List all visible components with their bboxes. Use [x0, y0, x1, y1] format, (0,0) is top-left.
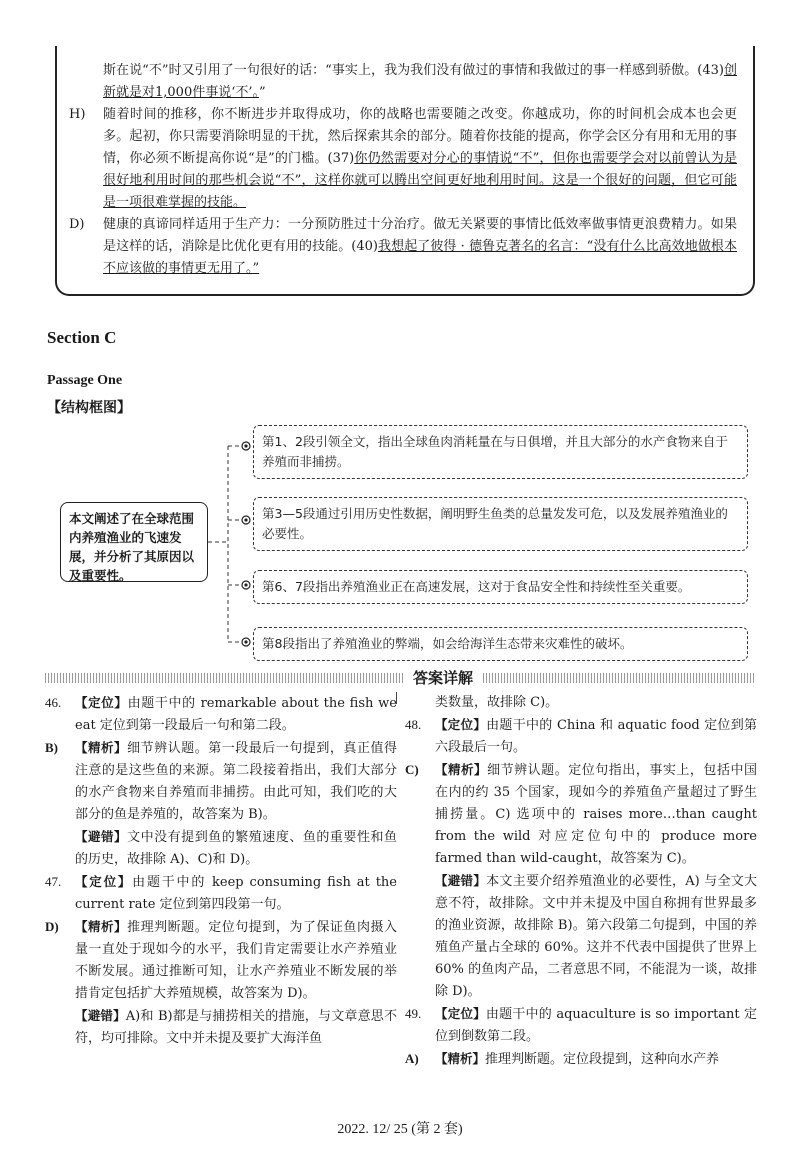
avoid-error-tag: 【避错】 [75, 829, 128, 844]
question-number: 49. [405, 1006, 422, 1021]
q46-analysis [45, 737, 397, 826]
analysis-tag: 【精析】 [435, 1051, 486, 1066]
question-number: 48. [405, 717, 422, 732]
underlined-answer-text: 创新就是对1,000件事说‘不’。 [103, 63, 737, 100]
analysis-tag: 【精析】 [75, 919, 128, 934]
q46-locate [45, 692, 397, 737]
answers-left-column [45, 692, 397, 1050]
underlined-answer-text: 我想起了彼得 · 德鲁克著名的名言：“没有什么比高效地做根本不应该做的事情更无用了。” [103, 239, 738, 276]
q46-avoid-error [45, 826, 397, 871]
answers-header: 答案详解 [405, 668, 481, 688]
structure-branch-2: 第3—5段通过引用历史性数据，阐明野生鱼类的总量发发可危，以及发展养殖渔业的必要性。 [253, 497, 748, 551]
q48-locate [405, 714, 757, 759]
analysis-text: 推理判断题。定位句提到，为了保证鱼肉摄入量一直处于现如今的水平，我们肯定需要让水产养殖业不断发展。通过推断可知，让水产养殖业不断发展的举措肯定包括扩大养殖规模，故答案为 D)。 [75, 920, 397, 1001]
paragraph-label: D) [69, 217, 85, 232]
structure-main-summary: 本文阐述了在全球范围内养殖渔业的飞速发展，并分析了其原因以及重要性。 [60, 502, 208, 582]
section-title: Section C [47, 328, 117, 347]
q47-continuation [405, 692, 757, 714]
locate-text: 由题干中的 remarkable about the fish we eat 定位到第一段最后一句和第二段。 [75, 696, 397, 733]
locate-text: 由题干中的 China 和 aquatic food 定位到第六段最后一句。 [435, 718, 757, 755]
avoid-error-text: 本文主要介绍养殖渔业的必要性，A) 与全文大意不符，故排除。文中并未提及中国自称拥有世界最多的渔业资源，故排除 B)。第六段第二句提到，中国的养殖鱼产量占全球的 60%。这并不代表中国提供了世界上 60% 的鱼肉产品，二者意思不同，不能混为一谈，故排除 D)。 [435, 874, 757, 999]
analysis-text: 推理判断题。定位段提到，这种向水产养 [485, 1052, 720, 1067]
structure-branch-3: 第6、7段指出养殖渔业正在高速发展，这对于食品安全性和持续性至关重要。 [253, 570, 748, 604]
q47-analysis [45, 916, 397, 1005]
answer-letter: D) [45, 919, 59, 934]
q48-analysis [405, 759, 757, 870]
bullet-dot-icon [244, 444, 247, 447]
locate-tag: 【定位】 [75, 695, 128, 710]
analysis-text: 细节辨认题。第一段最后一句提到，真正值得注意的是这些鱼的来源。第二段接着指出，我们大部分的水产食物来自养殖而非捕捞。由此可知，我们吃的大部分的鱼是养殖的，故答案为 B)。 [75, 741, 397, 822]
page-footer: 2022. 12/ 25 (第 2 套) [337, 1122, 463, 1137]
q47-locate [45, 871, 397, 916]
locate-tag: 【定位】 [435, 1006, 486, 1021]
paragraph-text: 健康的真谛同样适用于生产力：一分预防胜过十分治疗。做无关紧要的事情比低效率做事情更浪费精力。如果是这样的话，消除是比优化更有用的技能。(40) [103, 217, 737, 254]
answer-letter: A) [405, 1051, 419, 1066]
paragraph-tail: ” [258, 85, 266, 100]
locate-text: 由题干中的 aquaculture is so important 定位到倒数第二段。 [435, 1007, 757, 1044]
answers-divider [45, 668, 755, 688]
paragraph-text: 随着时间的推移，你不断进步并取得成功，你的战略也需要随之改变。你越成功，你的时间机会成本也会更多。起初，你只需要消除明显的干扰，然后探索其余的部分。随着你技能的提高，你学会区分有用和无用的事情，你必须不断提高你说“是”的门槛。(37) [103, 107, 737, 166]
structure-title: 【结构框图】 [47, 400, 131, 416]
passage-title: Passage One [47, 373, 123, 388]
q49-analysis [405, 1048, 757, 1071]
locate-tag: 【定位】 [75, 874, 133, 889]
question-number: 46. [45, 695, 62, 710]
analysis-text: 细节辨认题。定位句指出，事实上，包括中国在内的约 35 个国家，现如今的养殖鱼产量超过了野生捕捞量。C) 选项中的 raises more…than caught from the wild 对应定位句中的 produce more farmed than wild-caught，故答案为 C)。 [435, 763, 757, 866]
locate-text: 由题干中的 keep consuming fish at the current rate 定位到第四段第一句。 [75, 875, 397, 912]
structure-branch-4: 第8段指出了养殖渔业的弊端，如会给海洋生态带来灾难性的破坏。 [253, 627, 748, 661]
answers-right-column [405, 692, 757, 1071]
q49-locate [405, 1003, 757, 1048]
locate-tag: 【定位】 [435, 717, 487, 732]
paragraph-label: H) [69, 107, 86, 122]
q47-avoid-error [45, 1005, 397, 1050]
bullet-dot-icon [244, 583, 247, 586]
bullet-dot-icon [244, 640, 247, 643]
answer-letter: B) [45, 740, 58, 755]
paragraph-text: 斯在说“不”时又引用了一句很好的话：“事实上，我为我们没有做过的事情和我做过的事一样感到骄傲。(43) [103, 63, 724, 78]
analysis-tag: 【精析】 [75, 740, 128, 755]
answer-letter: C) [405, 762, 419, 777]
avoid-error-tag: 【避错】 [435, 873, 487, 888]
q48-avoid-error [405, 870, 757, 1003]
avoid-error-text: 文中没有提到鱼的繁殖速度、鱼的重要性和鱼的历史，故排除 A)、C)和 D)。 [75, 830, 397, 867]
question-number: 47. [45, 874, 62, 889]
bullet-dot-icon [244, 518, 247, 521]
avoid-error-text: A)和 B)都是与捕捞相关的措施，与文章意思不符，均可排除。文中并未提及要扩大海洋鱼 [75, 1009, 397, 1046]
avoid-error-tag: 【避错】 [75, 1008, 126, 1023]
structure-branch-1: 第1、2段引领全文，指出全球鱼肉消耗量在与日俱增，并且大部分的水产食物来自于养殖而非捕捞。 [253, 425, 748, 479]
underlined-answer-text: 你仍然需要对分心的事情说“不”，但你也需要学会对以前曾认为是很好地利用时间的那些机会说“不”，这样你就可以腾出空间更好地利用时间。这是一个很好的问题，但它可能是一项很难掌握的技能。 [103, 151, 737, 210]
analysis-tag: 【精析】 [435, 762, 488, 777]
continuation-text: 类数量，故排除 C)。 [435, 695, 559, 710]
divider-band [45, 673, 755, 683]
